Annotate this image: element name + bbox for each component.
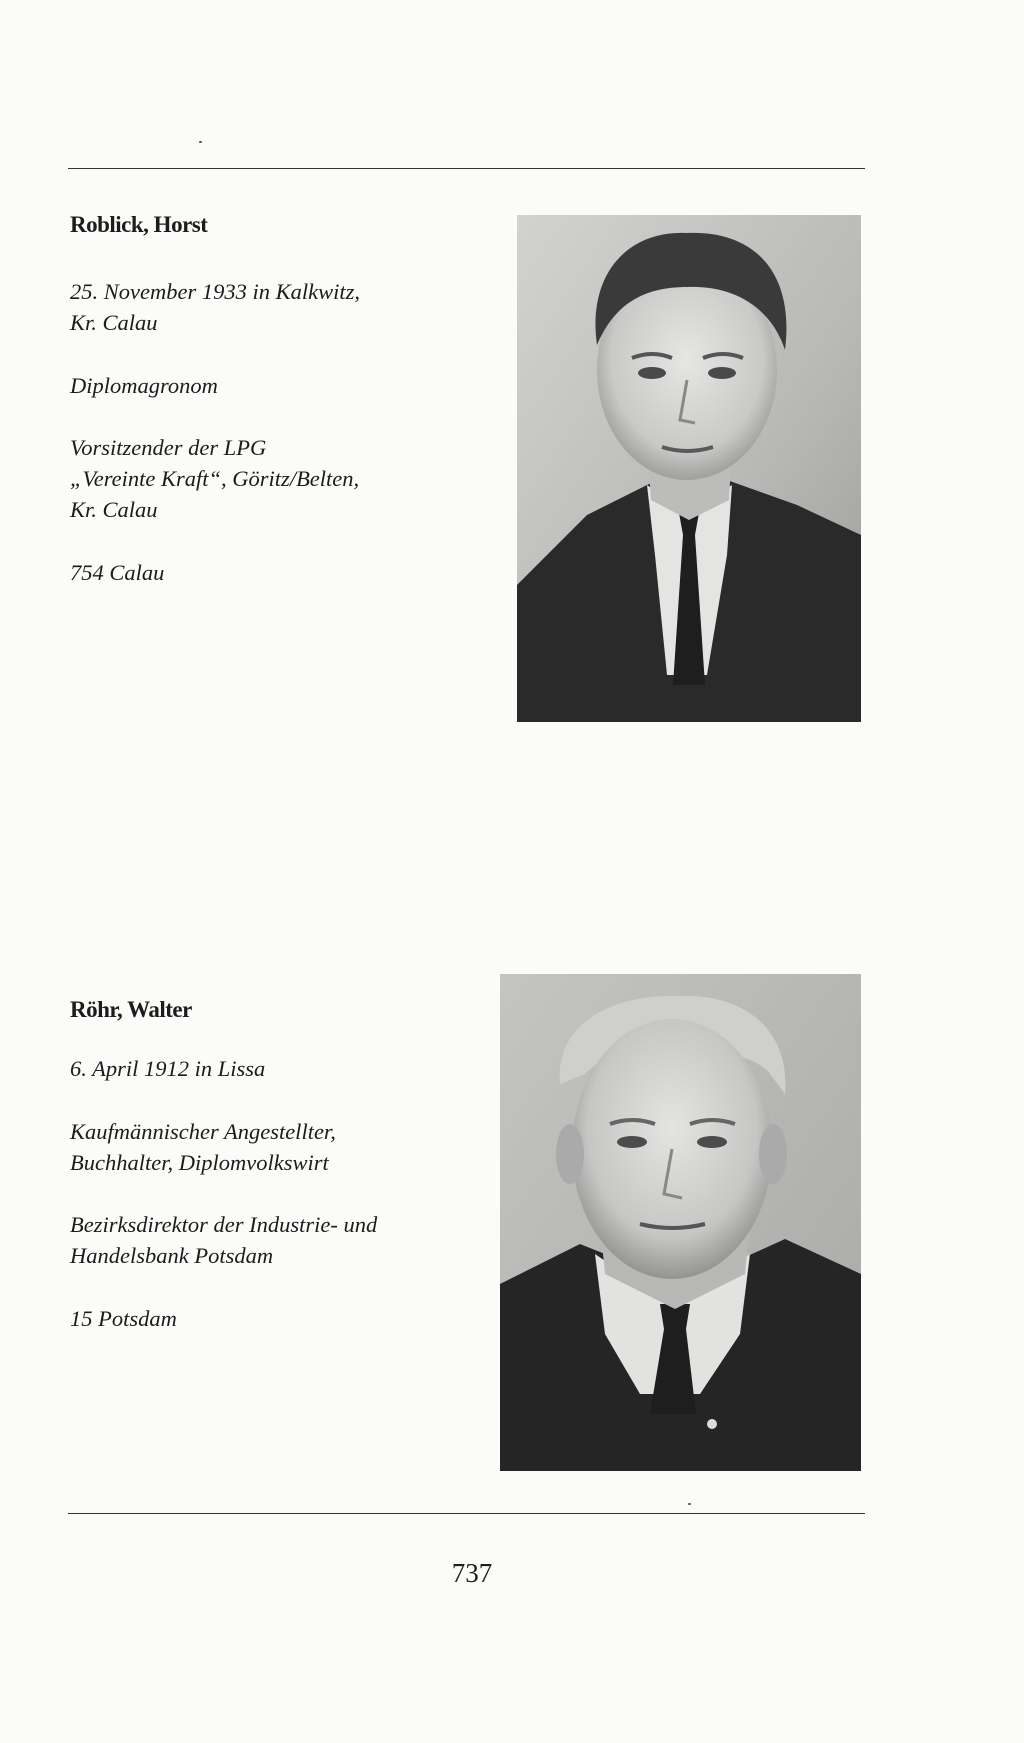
profession-line: Buchhalter, Diplomvolkswirt: [70, 1150, 329, 1175]
position-line: Bezirksdirektor der Industrie- und: [70, 1212, 378, 1237]
print-speck: [199, 141, 202, 143]
portrait-roehr: [500, 974, 861, 1471]
birth-line: 6. April 1912 in Lissa: [70, 1056, 266, 1081]
print-speck: [688, 1503, 691, 1505]
position: [70, 1209, 470, 1271]
profession-line: Diplomagronom: [70, 373, 218, 398]
birth-line: 25. November 1933 in Kalkwitz,: [70, 279, 360, 304]
portrait-photo: [500, 974, 861, 1471]
address: [70, 557, 470, 588]
position-line: „Vereinte Kraft“, Göritz/Belten,: [70, 466, 360, 491]
position-line: Kr. Calau: [70, 497, 158, 522]
profession: [70, 370, 470, 401]
position-line: Vorsitzender der LPG: [70, 435, 267, 460]
birth-info: [70, 276, 470, 338]
entry-name: Röhr, Walter: [70, 997, 192, 1022]
bottom-rule: [68, 1513, 865, 1514]
top-rule: [68, 168, 865, 169]
address-line: 754 Calau: [70, 560, 165, 585]
entry-roehr: [70, 998, 470, 1334]
birth-line: Kr. Calau: [70, 310, 158, 335]
portrait-photo: [517, 215, 861, 722]
entry-roblick: [70, 213, 470, 588]
address: [70, 1303, 470, 1334]
profession: [70, 1116, 470, 1178]
page-number: 737: [451, 1558, 493, 1588]
address-line: 15 Potsdam: [70, 1306, 177, 1331]
entry-name: Roblick, Horst: [70, 212, 208, 237]
position-line: Handelsbank Potsdam: [70, 1243, 274, 1268]
portrait-roblick: [517, 215, 861, 722]
birth-info: [70, 1053, 470, 1084]
position: [70, 432, 470, 525]
profession-line: Kaufmännischer Angestellter,: [70, 1119, 336, 1144]
